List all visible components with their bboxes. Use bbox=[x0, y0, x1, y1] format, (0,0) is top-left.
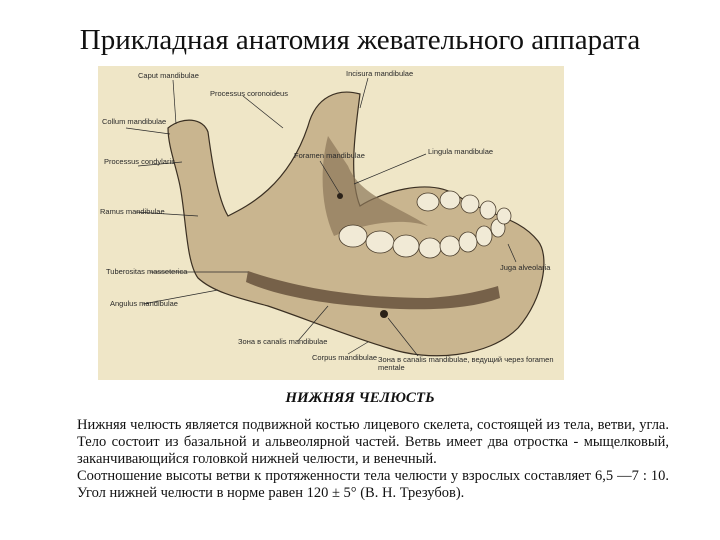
mandible-drawing bbox=[98, 66, 564, 380]
label-juga: Juga alveolaria bbox=[500, 263, 551, 272]
figure-caption: НИЖНЯЯ ЧЕЛЮСТЬ bbox=[285, 390, 435, 406]
label-zona-foramen: Зона в canalis mandibulae, ведущий через foramen mentale bbox=[378, 355, 554, 372]
paragraph-proportions: Соотношение высоты ветви к протяженности тела челюсти у взрослых составляет 6,5 —7 : 10. Угол нижней челюсти в норме равен 120 ± 5° (В. Н. Трезубов). bbox=[77, 468, 669, 501]
label-processus-coronoideus: Processus coronoideus bbox=[210, 89, 288, 98]
label-zona-canalis: Зона в canalis mandibulae bbox=[238, 337, 328, 346]
label-corpus: Corpus mandibulae bbox=[312, 353, 378, 362]
label-incisura: Incisura mandibulae bbox=[346, 69, 414, 78]
label-foramen: Foramen mandibulae bbox=[294, 151, 365, 160]
mandible-illustration bbox=[98, 66, 564, 380]
label-caput: Caput mandibulae bbox=[138, 71, 199, 80]
label-lingula: Lingula mandibulae bbox=[428, 147, 494, 156]
label-processus-condylaris: Processus condylaris bbox=[104, 157, 175, 166]
label-collum: Collum mandibulae bbox=[102, 117, 167, 126]
label-tuberositas: Tuberositas masseterica bbox=[106, 267, 188, 276]
slide-title: Прикладная анатомия жевательного аппарата bbox=[79, 24, 641, 56]
label-angulus: Angulus mandibulae bbox=[110, 299, 178, 308]
paragraph-anatomy: Нижняя челюсть является подвижной костью лицевого скелета, состоящей из тела, ветви, угла. Тело состоит из базальной и альвеолярной частей. Ветвь имеет два отростка - мыщелковый, заканчивающийся головкой нижней челюсти, и венечный. bbox=[77, 417, 669, 467]
label-ramus: Ramus mandibulae bbox=[100, 207, 165, 216]
